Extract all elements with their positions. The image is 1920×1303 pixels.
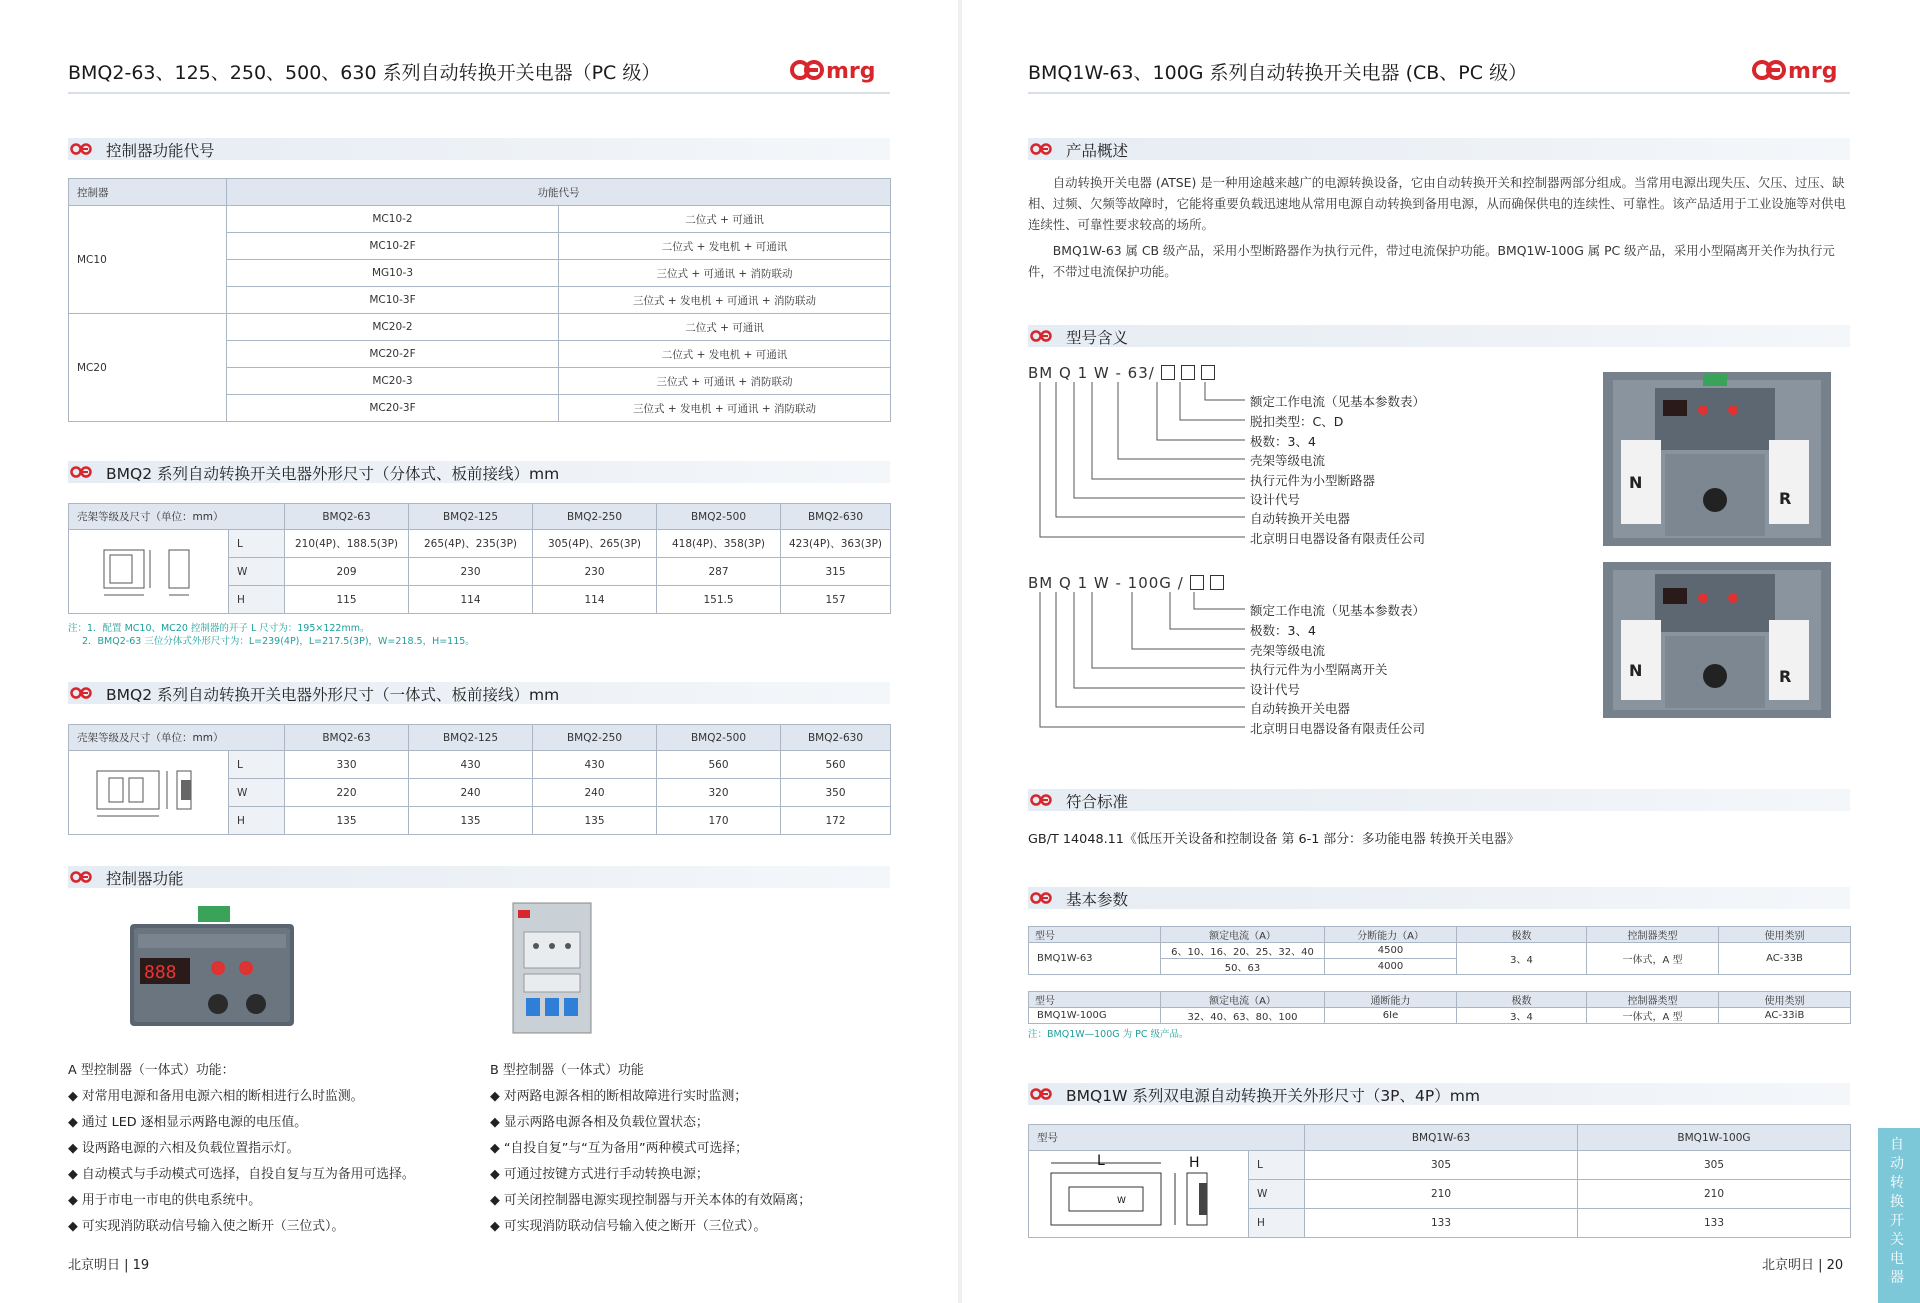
code-cell: MG10-3: [227, 260, 559, 287]
th-param: 控制器类型: [1587, 992, 1719, 1008]
mrg-mark-icon: [70, 870, 94, 884]
th-param: 额定电流（A）: [1161, 927, 1325, 943]
param-cell: 一体式，A 型: [1587, 1008, 1719, 1024]
section-title: 控制器功能: [106, 870, 184, 888]
section-standard: [1028, 789, 1850, 811]
row-label: W: [1249, 1180, 1305, 1209]
section-dims-split: [68, 461, 890, 483]
overview-text: [1028, 172, 1850, 287]
product-photo-100g: [1603, 560, 1831, 720]
dim-cell: 305: [1578, 1151, 1851, 1180]
th-corner: 壳架等级及尺寸（单位：mm）: [69, 504, 285, 530]
dim-cell: 114: [533, 586, 657, 614]
code-box: [1201, 365, 1215, 380]
right-title-rule: [1028, 92, 1850, 94]
dim-cell: 560: [657, 751, 781, 779]
dim-cell: 287: [657, 558, 781, 586]
th-model: BMQ2-500: [657, 504, 781, 530]
th-controller: 控制器: [69, 179, 227, 206]
dims-1w-table: [1028, 1124, 1851, 1238]
list-item: ◆ 对两路电源各相的断相故障进行实时监测；: [490, 1089, 748, 1104]
model-label: 壳架等级电流: [1250, 643, 1326, 658]
list-item: ◆ 可实现消防联动信号输入使之断开（三位式）。: [490, 1219, 767, 1234]
th-param: 极数: [1457, 992, 1587, 1008]
dim-cell: 133: [1578, 1209, 1851, 1238]
right-page-title: BMQ1W-63、100G 系列自动转换开关电器 (CB、PC 级）: [1028, 62, 1528, 84]
controller-b-image: [512, 902, 592, 1034]
dim-cell: 210(4P)、188.5(3P): [285, 530, 409, 558]
th-model: BMQ2-125: [409, 504, 533, 530]
outline-drawing-1w: [1039, 1153, 1239, 1233]
dim-cell: 350: [781, 779, 891, 807]
svg-text:mrg: mrg: [1788, 59, 1838, 84]
param-cell: 6、10、16、20、25、32、40: [1161, 943, 1325, 959]
mrg-logo-right: [1752, 52, 1852, 86]
param-cell: 6Ie: [1325, 1008, 1457, 1024]
svg-text:R: R: [1779, 489, 1792, 508]
product-photo-63: [1603, 370, 1831, 548]
dims-drawing-cell: [1029, 1151, 1249, 1238]
th-param: 极数: [1457, 927, 1587, 943]
param-cell: 3、4: [1457, 943, 1587, 975]
controller-a-title: A 型控制器（一体式）功能：: [68, 1063, 235, 1078]
left-title-rule: [68, 92, 890, 94]
section-title: 控制器功能代号: [106, 142, 215, 160]
model-label: 北京明日电器设备有限责任公司: [1250, 531, 1426, 546]
row-label: L: [229, 751, 285, 779]
dim-cell: 240: [533, 779, 657, 807]
standard-text: GB/T 14048.11《低压开关设备和控制设备 第 6-1 部分：多功能电器 转换开关电器》: [1028, 832, 1520, 847]
dim-cell: 423(4P)、363(3P): [781, 530, 891, 558]
note-split-2: 2．BMQ2-63 三位分体式外形尺寸为：L=239(4P)，L=217.5(3P)，W=218.5，H=115。: [82, 636, 475, 647]
dim-cell: 135: [285, 807, 409, 835]
mrg-mark-icon: [1030, 329, 1054, 343]
code-cell: MC10-2F: [227, 233, 559, 260]
param-cell: 32、40、63、80、100: [1161, 1008, 1325, 1024]
th-model: BMQ2-63: [285, 725, 409, 751]
dim-cell: 230: [409, 558, 533, 586]
dim-cell: 305: [1305, 1151, 1578, 1180]
controller-codes-table: [68, 178, 891, 422]
section-title: 基本参数: [1066, 891, 1129, 909]
dim-cell: 305(4P)、265(3P): [533, 530, 657, 558]
th-model: BMQ2-250: [533, 504, 657, 530]
section-params: [1028, 887, 1850, 909]
dims-drawing-cell: [69, 530, 229, 614]
row-label: L: [229, 530, 285, 558]
list-item: ◆ 显示两路电源各相及负载位置状态；: [490, 1115, 709, 1130]
dim-cell: 115: [285, 586, 409, 614]
th-model: BMQ2-630: [781, 725, 891, 751]
model-label: 额定工作电流（见基本参数表）: [1250, 394, 1426, 409]
model-label: 自动转换开关电器: [1250, 511, 1351, 526]
th-model: BMQ2-250: [533, 725, 657, 751]
section-title: 产品概述: [1066, 142, 1129, 160]
th-param: 分断能力（A）: [1325, 927, 1457, 943]
model-label: 北京明日电器设备有限责任公司: [1250, 721, 1426, 736]
param-cell: 3、4: [1457, 1008, 1587, 1024]
dims-split-table: [68, 503, 891, 614]
model-code-63: [1028, 364, 1215, 382]
code-cell: MC10-3F: [227, 287, 559, 314]
row-label: H: [229, 807, 285, 835]
svg-text:H: H: [1188, 1154, 1200, 1171]
dim-cell: 170: [657, 807, 781, 835]
section-dims-integral: [68, 682, 890, 704]
params-note: 注：BMQ1W—100G 为 PC 级产品。: [1028, 1029, 1189, 1040]
svg-text:R: R: [1779, 667, 1792, 686]
code-cell: MC20-2F: [227, 341, 559, 368]
section-overview: [1028, 138, 1850, 160]
dim-cell: 172: [781, 807, 891, 835]
mrg-mark-icon: [1030, 1087, 1054, 1101]
model-label: 壳架等级电流: [1250, 453, 1326, 468]
desc-cell: 二位式 + 发电机 + 可通讯: [559, 233, 891, 260]
th-corner: 型号: [1029, 1125, 1305, 1151]
overview-paragraph: 自动转换开关电器 (ATSE) 是一种用途越来越广的电源转换设备，它由自动转换开关和控制器两部分组成。当常用电源出现失压、欠压、过压、缺相、过频、欠频等故障时，它能将重要负载迅速地从常用电源自动转换到备用电源，从而确保供电的连续性、可靠性。该产品适用于工业设施等对供电连续性、可靠性要求较高的场所。: [1028, 175, 1846, 232]
th-param: 通断能力: [1325, 992, 1457, 1008]
svg-text:mrg: mrg: [826, 59, 876, 84]
th-param: 控制器类型: [1587, 927, 1719, 943]
param-cell: BMQ1W-100G: [1029, 1008, 1161, 1024]
mrg-mark-icon: [70, 686, 94, 700]
th-param: 使用类别: [1719, 992, 1851, 1008]
param-cell: 4000: [1325, 959, 1457, 975]
model-label: 额定工作电流（见基本参数表）: [1250, 603, 1426, 618]
row-label: L: [1249, 1151, 1305, 1180]
side-tab-label: 自动转换开关电器: [1890, 1137, 1904, 1286]
dim-cell: 210: [1578, 1180, 1851, 1209]
row-label: W: [229, 779, 285, 807]
code-cell: MC10-2: [227, 206, 559, 233]
section-model-meaning: [1028, 325, 1850, 347]
desc-cell: 二位式 + 可通讯: [559, 206, 891, 233]
section-dims-1w: [1028, 1083, 1850, 1105]
dim-cell: 265(4P)、235(3P): [409, 530, 533, 558]
dim-cell: 135: [409, 807, 533, 835]
code-box: [1210, 575, 1224, 590]
svg-text:L: L: [1096, 1152, 1105, 1169]
param-cell: AC-33B: [1719, 943, 1851, 975]
controller-a-image: [128, 906, 296, 1028]
dim-cell: 157: [781, 586, 891, 614]
section-title: BMQ2 系列自动转换开关电器外形尺寸（分体式、板前接线）mm: [106, 465, 560, 483]
dim-cell: 135: [533, 807, 657, 835]
th-param: 额定电流（A）: [1161, 992, 1325, 1008]
model-label: 设计代号: [1250, 492, 1301, 507]
section-title: 型号含义: [1066, 329, 1129, 347]
param-cell: 4500: [1325, 943, 1457, 959]
dim-cell: 209: [285, 558, 409, 586]
dim-cell: 230: [533, 558, 657, 586]
list-item: ◆ “自投自复”与“互为备用”两种模式可选择；: [490, 1141, 748, 1156]
desc-cell: 二位式 + 发电机 + 可通讯: [559, 341, 891, 368]
th-model: BMQ1W-100G: [1578, 1125, 1851, 1151]
model-code-text: BM Q 1 W - 63/: [1028, 364, 1155, 382]
model-label: 执行元件为小型隔离开关: [1250, 662, 1388, 677]
model-code-text: BM Q 1 W - 100G /: [1028, 574, 1184, 592]
params-table-63: [1028, 926, 1851, 975]
mrg-mark-icon: [1030, 891, 1054, 905]
mrg-mark-icon: [70, 465, 94, 479]
list-item: ◆ 可通过按键方式进行手动转换电源；: [490, 1167, 709, 1182]
dim-cell: 430: [533, 751, 657, 779]
model-label: 极数：3、4: [1250, 434, 1316, 449]
desc-cell: 三位式 + 可通讯 + 消防联动: [559, 368, 891, 395]
desc-cell: 三位式 + 发电机 + 可通讯 + 消防联动: [559, 395, 891, 422]
section-controller-codes: [68, 138, 890, 160]
dim-cell: 240: [409, 779, 533, 807]
desc-cell: 三位式 + 可通讯 + 消防联动: [559, 260, 891, 287]
controller-cell: MC20: [69, 314, 227, 422]
list-item: ◆ 对常用电源和备用电源六相的断相进行么时监测。: [68, 1089, 364, 1104]
dim-cell: 330: [285, 751, 409, 779]
th-param: 型号: [1029, 927, 1161, 943]
dim-cell: 210: [1305, 1180, 1578, 1209]
mrg-logo-left: [790, 52, 890, 86]
outline-drawing-integral: [89, 756, 209, 826]
left-footer: 北京明日 | 19: [68, 1258, 150, 1273]
mrg-mark-icon: [70, 142, 94, 156]
controller-cell: MC10: [69, 206, 227, 314]
th-param: 使用类别: [1719, 927, 1851, 943]
svg-text:N: N: [1629, 661, 1643, 680]
dim-cell: 220: [285, 779, 409, 807]
th-corner: 壳架等级及尺寸（单位：mm）: [69, 725, 285, 751]
th-model: BMQ2-125: [409, 725, 533, 751]
model-label: 极数：3、4: [1250, 623, 1316, 638]
th-model: BMQ2-63: [285, 504, 409, 530]
th-model: BMQ2-500: [657, 725, 781, 751]
controller-b-functions: [490, 1058, 811, 1240]
desc-cell: 二位式 + 可通讯: [559, 314, 891, 341]
outline-drawing-split: [94, 535, 204, 605]
right-footer: 北京明日 | 20: [1762, 1258, 1844, 1273]
list-item: ◆ 可关闭控制器电源实现控制器与开关本体的有效隔离；: [490, 1193, 812, 1208]
dim-cell: 418(4P)、358(3P): [657, 530, 781, 558]
desc-cell: 三位式 + 发电机 + 可通讯 + 消防联动: [559, 287, 891, 314]
controller-a-functions: [68, 1058, 415, 1240]
dim-cell: 151.5: [657, 586, 781, 614]
dim-cell: 315: [781, 558, 891, 586]
section-controller-functions: [68, 866, 890, 888]
section-title: BMQ1W 系列双电源自动转换开关外形尺寸（3P、4P）mm: [1066, 1087, 1480, 1105]
code-box: [1181, 365, 1195, 380]
dims-drawing-cell: [69, 751, 229, 835]
params-table-100g: [1028, 991, 1851, 1024]
svg-text:N: N: [1629, 473, 1643, 492]
note-split-1: 注：1．配置 MC10、MC20 控制器的开子 L 尺寸为：195×122mm。: [68, 623, 370, 634]
list-item: ◆ 设两路电源的六相及负载位置指示灯。: [68, 1141, 300, 1156]
th-function-code: 功能代号: [227, 179, 891, 206]
code-cell: MC20-2: [227, 314, 559, 341]
svg-text:W: W: [1116, 1195, 1126, 1206]
code-cell: MC20-3F: [227, 395, 559, 422]
th-model: BMQ1W-63: [1305, 1125, 1578, 1151]
svg-text:888: 888: [144, 962, 177, 983]
dims-integral-table: [68, 724, 891, 835]
dim-cell: 320: [657, 779, 781, 807]
param-cell: AC-33iB: [1719, 1008, 1851, 1024]
list-item: ◆ 可实现消防联动信号输入使之断开（三位式）。: [68, 1219, 345, 1234]
th-model: BMQ2-630: [781, 504, 891, 530]
param-cell: BMQ1W-63: [1029, 943, 1161, 975]
controller-b-title: B 型控制器（一体式）功能: [490, 1063, 644, 1078]
model-label: 脱扣类型：C、D: [1250, 414, 1344, 429]
row-label: H: [1249, 1209, 1305, 1238]
mrg-mark-icon: [1030, 793, 1054, 807]
section-title: 符合标准: [1066, 793, 1129, 811]
model-code-100g: [1028, 574, 1224, 592]
dim-cell: 114: [409, 586, 533, 614]
model-label: 自动转换开关电器: [1250, 701, 1351, 716]
dim-cell: 133: [1305, 1209, 1578, 1238]
dim-cell: 430: [409, 751, 533, 779]
param-cell: 一体式，A 型: [1587, 943, 1719, 975]
list-item: ◆ 用于市电一市电的供电系统中。: [68, 1193, 262, 1208]
list-item: ◆ 自动模式与手动模式可选择，自投自复与互为备用可选择。: [68, 1167, 415, 1182]
side-tab: [1878, 1128, 1920, 1303]
left-page-title: BMQ2-63、125、250、500、630 系列自动转换开关电器（PC 级）: [68, 62, 661, 84]
model-label: 设计代号: [1250, 682, 1301, 697]
th-param: 型号: [1029, 992, 1161, 1008]
dim-cell: 560: [781, 751, 891, 779]
row-label: H: [229, 586, 285, 614]
overview-paragraph: BMQ1W-63 属 CB 级产品，采用小型断路器作为执行元件，带过电流保护功能。BMQ1W-100G 属 PC 级产品，采用小型隔离开关作为执行元件，不带过电流保护功能。: [1028, 243, 1835, 279]
code-cell: MC20-3: [227, 368, 559, 395]
code-box: [1161, 365, 1175, 380]
row-label: W: [229, 558, 285, 586]
mrg-mark-icon: [1030, 142, 1054, 156]
section-title: BMQ2 系列自动转换开关电器外形尺寸（一体式、板前接线）mm: [106, 686, 560, 704]
model-label: 执行元件为小型断路器: [1250, 473, 1376, 488]
code-box: [1190, 575, 1204, 590]
list-item: ◆ 通过 LED 逐相显示两路电源的电压值。: [68, 1115, 308, 1130]
param-cell: 50、63: [1161, 959, 1325, 975]
